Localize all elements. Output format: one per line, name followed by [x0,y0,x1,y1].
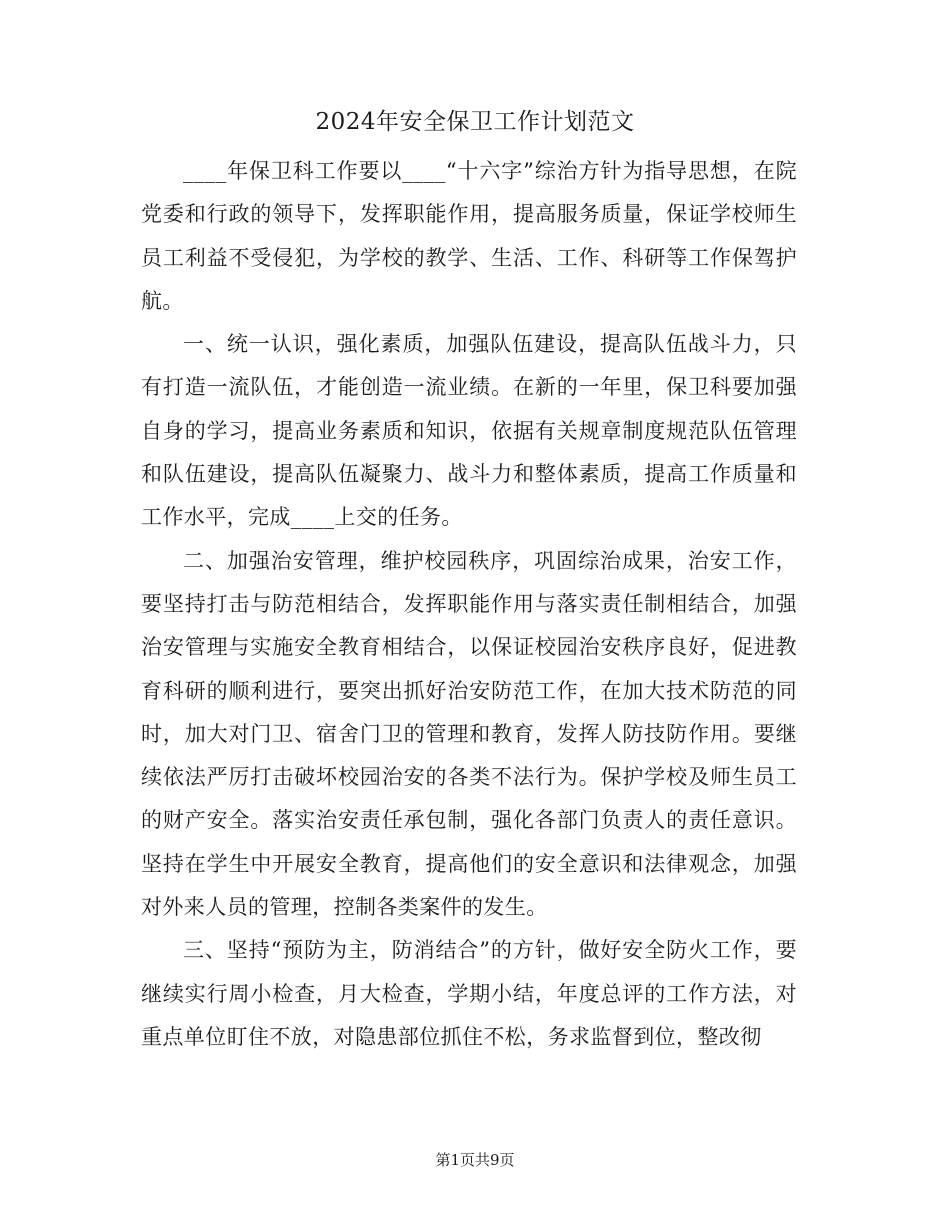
page-number-footer: 第1页共9页 [435,1151,515,1169]
paragraph-intro: ____年保卫科工作要以____“十六字”综治方针为指导思想，在院党委和行政的领导下，发挥职能作用，提高服务质量，保证学校师生员工利益不受侵犯，为学校的教学、生活、工作、科研等工作保驾护航。 [141,159,797,313]
paragraph-section-1: 一、统一认识，强化素质，加强队伍建设，提高队伍战斗力，只有打造一流队伍，才能创造一流业绩。在新的一年里，保卫科要加强自身的学习，提高业务素质和知识，依据有关规章制度规范队伍管理和队伍建设，提高队伍凝聚力、战斗力和整体素质，提高工作质量和工作水平，完成____上交的任务。 [141,332,797,530]
document-title: 2024年安全保卫工作计划范文 [315,109,635,135]
paragraph-section-3: 三、坚持“预防为主，防消结合”的方针，做好安全防火工作，要继续实行周小检查，月大检查，学期小结，年度总评的工作方法，对重点单位盯住不放，对隐患部位抓住不松，务求监督到位，整改彻 [141,938,797,1049]
paragraph-section-2: 二、加强治安管理，维护校园秩序，巩固综治成果，治安工作，要坚持打击与防范相结合，发挥职能作用与落实责任制相结合，加强治安管理与实施安全教育相结合，以保证校园治安秩序良好，促进教育科研的顺利进行，要突出抓好治安防范工作，在加大技术防范的同时，加大对门卫、宿舍门卫的管理和教育，发挥人防技防作用。要继续依法严厉打击破坏校园治安的各类不法行为。保护学校及师生员工的财产安全。落实治安责任承包制，强化各部门负责人的责任意识。坚持在学生中开展安全教育，提高他们的安全意识和法律观念，加强对外来人员的管理，控制各类案件的发生。 [141,548,797,920]
document-body [141,150,797,1059]
